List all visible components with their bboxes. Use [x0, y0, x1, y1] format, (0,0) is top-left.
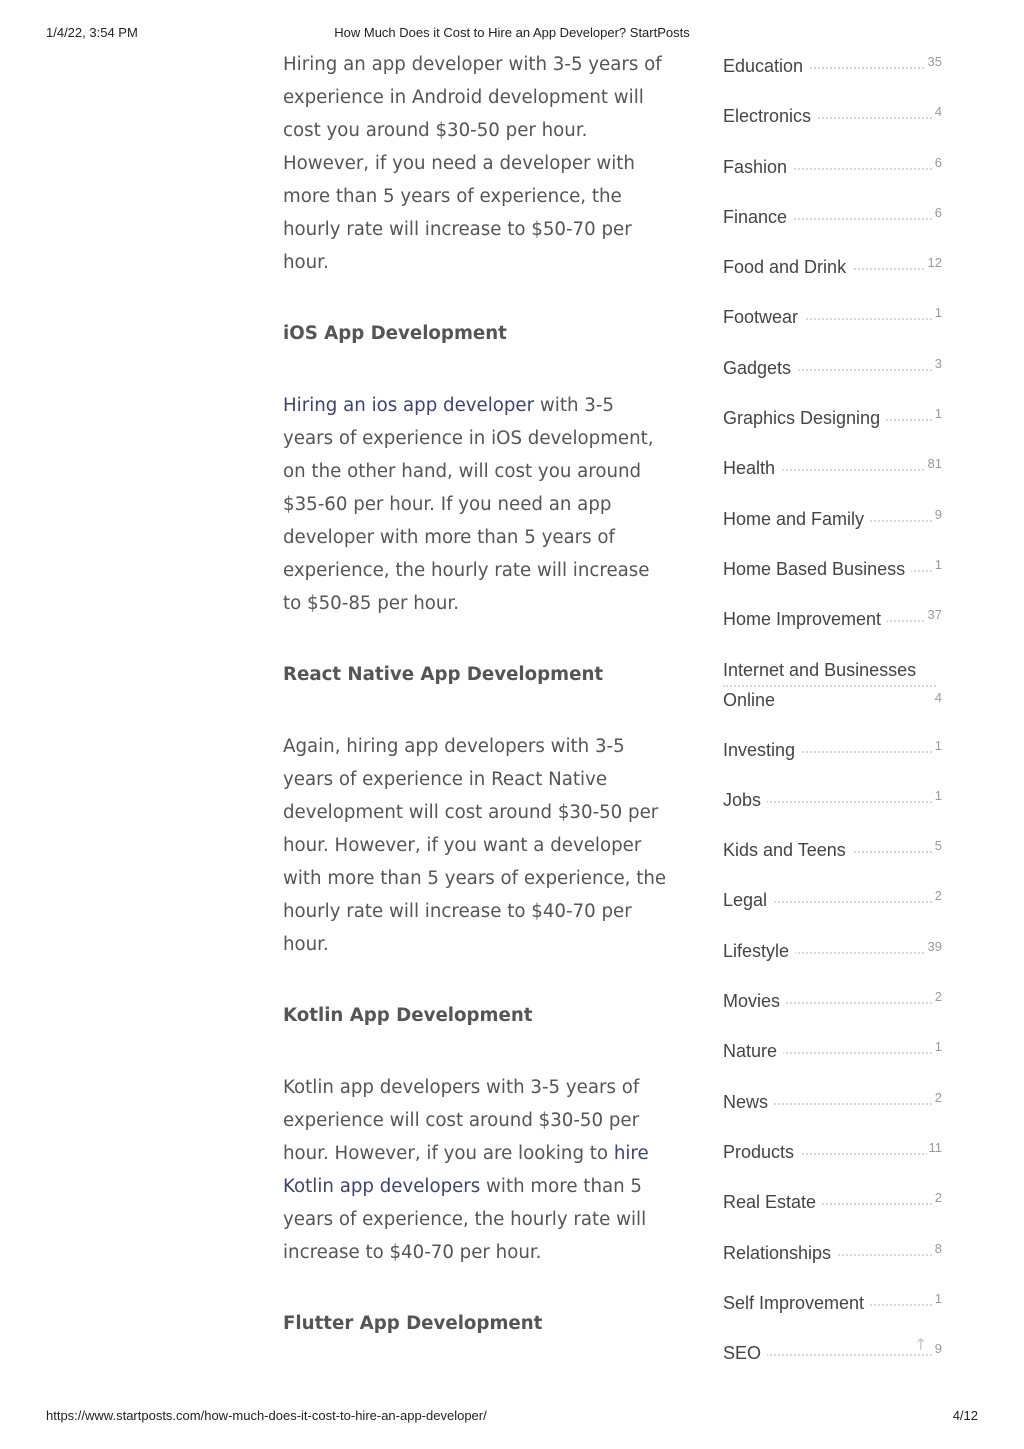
category-item[interactable]: [723, 882, 948, 932]
category-name[interactable]: Kids and Teens: [723, 835, 852, 865]
kotlin-paragraph: [283, 1071, 668, 1269]
category-item[interactable]: [723, 1285, 948, 1335]
category-item[interactable]: [723, 832, 948, 882]
category-item[interactable]: [723, 983, 948, 1033]
category-count: 1: [934, 305, 942, 321]
category-count: 9: [934, 1341, 942, 1357]
category-count: 6: [934, 204, 942, 220]
flutter-heading: Flutter App Development: [283, 1313, 543, 1334]
android-paragraph: Hiring an app developer with 3-5 years of experience in Android development will cost you around $30-50 per hour. However, if you need a developer with more than 5 years of experience, the hourly rate will increase to $50-70 per hour.: [283, 54, 662, 273]
category-count: 39: [927, 938, 942, 954]
category-name[interactable]: Real Estate: [723, 1187, 822, 1217]
category-name[interactable]: SEO: [723, 1338, 767, 1368]
category-name[interactable]: Footwear: [723, 302, 804, 332]
category-count: 2: [934, 1190, 942, 1206]
category-count: 9: [934, 506, 942, 522]
print-header: [0, 25, 1024, 45]
kotlin-developers-link[interactable]: hire Kotlin app developers: [283, 1143, 649, 1197]
print-footer: [0, 1408, 1024, 1428]
category-count: 1: [934, 1290, 942, 1306]
category-item[interactable]: [723, 98, 948, 148]
category-count: 12: [927, 255, 942, 271]
category-name[interactable]: Home Based Business: [723, 554, 911, 584]
category-item[interactable]: [723, 1084, 948, 1134]
category-name[interactable]: Food and Drink: [723, 252, 852, 282]
ios-heading: iOS App Development: [283, 323, 507, 344]
kotlin-paragraph-end: with more than 5 years of experience, the hourly rate will increase to $40-70 per hour.: [283, 1176, 647, 1263]
react-native-heading: React Native App Development: [283, 664, 604, 685]
ios-developer-link[interactable]: Hiring an ios app developer: [283, 395, 535, 416]
category-name[interactable]: Relationships: [723, 1238, 837, 1268]
category-count: 8: [934, 1240, 942, 1256]
category-name[interactable]: Electronics: [723, 101, 817, 131]
article-body: [283, 48, 668, 1340]
category-count: 5: [934, 838, 942, 854]
category-name[interactable]: Gadgets: [723, 353, 797, 383]
category-item[interactable]: [723, 299, 948, 349]
category-name[interactable]: Finance: [723, 202, 793, 232]
category-name[interactable]: Products: [723, 1137, 800, 1167]
category-item[interactable]: [723, 652, 948, 732]
category-item[interactable]: [723, 149, 948, 199]
category-item[interactable]: [723, 48, 948, 98]
category-count: 2: [934, 888, 942, 904]
ios-paragraph-text: with 3-5 years of experience in iOS development, on the other hand, will cost you around $35-60 per hour. If you need an app developer with more than 5 years of experience, the hourly rate will increase to $50-85 per hour.: [283, 395, 654, 614]
category-name[interactable]: Graphics Designing: [723, 403, 886, 433]
category-count: 1: [934, 737, 942, 753]
category-item[interactable]: [723, 1134, 948, 1184]
category-count: 4: [934, 689, 942, 705]
category-name[interactable]: Legal: [723, 885, 773, 915]
scroll-to-top-icon[interactable]: ↑: [914, 1335, 928, 1354]
category-name[interactable]: Nature: [723, 1036, 783, 1066]
category-name[interactable]: Education: [723, 51, 809, 81]
category-name[interactable]: News: [723, 1087, 774, 1117]
category-name[interactable]: Investing: [723, 735, 801, 765]
category-item[interactable]: [723, 1235, 948, 1285]
category-count: 1: [934, 787, 942, 803]
category-count: 6: [934, 154, 942, 170]
category-item[interactable]: [723, 933, 948, 983]
page-number: 4/12: [952, 1408, 978, 1423]
category-name[interactable]: Home Improvement: [723, 604, 887, 634]
print-page-title: How Much Does it Cost to Hire an App Developer? StartPosts: [334, 25, 690, 40]
category-count: 2: [934, 1089, 942, 1105]
category-sidebar: [723, 48, 948, 1385]
category-item[interactable]: [723, 501, 948, 551]
category-name[interactable]: Fashion: [723, 152, 793, 182]
category-count: 1: [934, 556, 942, 572]
category-item[interactable]: [723, 732, 948, 782]
category-count: 4: [934, 104, 942, 120]
category-name[interactable]: Internet and Businesses Online: [723, 659, 917, 710]
category-name[interactable]: Movies: [723, 986, 786, 1016]
category-count: 81: [927, 456, 942, 472]
kotlin-paragraph-start: Kotlin app developers with 3-5 years of experience will cost around $30-50 per hour. However, if you are looking to: [283, 1077, 640, 1164]
category-name[interactable]: Health: [723, 453, 781, 483]
category-name[interactable]: Jobs: [723, 785, 767, 815]
ios-paragraph: [283, 389, 668, 620]
category-count: 35: [927, 54, 942, 69]
kotlin-heading: Kotlin App Development: [283, 1005, 533, 1026]
category-item[interactable]: [723, 782, 948, 832]
category-name[interactable]: Home and Family: [723, 504, 870, 534]
category-item[interactable]: [723, 400, 948, 450]
category-item[interactable]: [723, 551, 948, 601]
category-item[interactable]: [723, 601, 948, 651]
print-date: 1/4/22, 3:54 PM: [46, 25, 138, 40]
category-count: 2: [934, 989, 942, 1005]
category-item[interactable]: [723, 1033, 948, 1083]
category-count: 1: [934, 1039, 942, 1055]
react-native-paragraph: Again, hiring app developers with 3-5 years of experience in React Native development will cost around $30-50 per hour. However, if you want a developer with more than 5 years of experience, the hourly rate will increase to $40-70 per hour.: [283, 736, 667, 955]
category-count: 37: [927, 607, 942, 623]
category-name[interactable]: Lifestyle: [723, 936, 795, 966]
category-count: 3: [934, 355, 942, 371]
category-count: 11: [928, 1139, 942, 1155]
print-url: https://www.startposts.com/how-much-does-it-cost-to-hire-an-app-developer/: [46, 1408, 487, 1423]
category-item[interactable]: [723, 249, 948, 299]
category-item[interactable]: [723, 1184, 948, 1234]
category-item[interactable]: [723, 199, 948, 249]
category-item[interactable]: [723, 450, 948, 500]
category-name[interactable]: Self Improvement: [723, 1288, 870, 1318]
category-item[interactable]: [723, 350, 948, 400]
category-count: 1: [934, 406, 942, 422]
